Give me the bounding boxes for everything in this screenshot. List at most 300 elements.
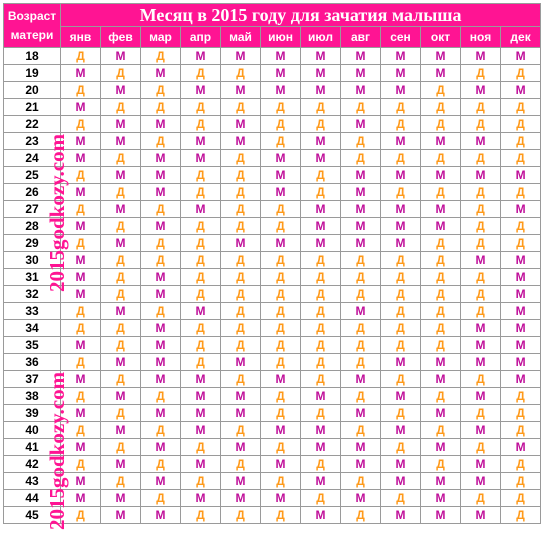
gender-cell: Д (501, 490, 541, 507)
gender-cell: Д (221, 286, 261, 303)
gender-cell: М (501, 167, 541, 184)
gender-cell: Д (421, 99, 461, 116)
table-row (4, 371, 541, 388)
gender-cell: М (501, 286, 541, 303)
gender-cell: М (101, 422, 141, 439)
gender-cell: Д (381, 490, 421, 507)
gender-cell: М (181, 150, 221, 167)
gender-cell: Д (301, 405, 341, 422)
gender-cell: М (141, 167, 181, 184)
table-row (4, 167, 541, 184)
gender-cell: М (381, 48, 421, 65)
gender-cell: Д (421, 456, 461, 473)
gender-cell: М (101, 201, 141, 218)
gender-cell: Д (301, 286, 341, 303)
gender-cell: М (501, 371, 541, 388)
gender-cell: М (221, 82, 261, 99)
gender-cell: М (421, 201, 461, 218)
gender-cell: Д (301, 337, 341, 354)
gender-cell: М (181, 405, 221, 422)
gender-cell: Д (61, 422, 101, 439)
table-row (4, 201, 541, 218)
gender-cell: М (341, 201, 381, 218)
month-header-cell: июн (261, 27, 301, 48)
gender-cell: Д (141, 303, 181, 320)
gender-cell: Д (461, 439, 501, 456)
gender-cell: М (221, 473, 261, 490)
table-row (4, 133, 541, 150)
gender-cell: Д (381, 150, 421, 167)
gender-cell: М (261, 65, 301, 82)
gender-cell: Д (421, 184, 461, 201)
gender-cell: Д (261, 269, 301, 286)
gender-cell: Д (221, 303, 261, 320)
gender-cell: М (461, 48, 501, 65)
mother-age-cell: 42 (4, 456, 61, 473)
gender-cell: М (301, 473, 341, 490)
gender-cell: Д (101, 405, 141, 422)
gender-cell: Д (501, 150, 541, 167)
gender-cell: Д (381, 269, 421, 286)
mother-age-header: Возраст матери (4, 4, 61, 48)
gender-cell: М (341, 303, 381, 320)
table-row (4, 48, 541, 65)
gender-cell: М (461, 507, 501, 524)
gender-cell: Д (101, 99, 141, 116)
gender-cell: Д (381, 303, 421, 320)
gender-cell: М (381, 473, 421, 490)
gender-cell: М (221, 490, 261, 507)
gender-cell: М (421, 167, 461, 184)
gender-cell: М (61, 150, 101, 167)
gender-cell: М (341, 439, 381, 456)
gender-cell: Д (221, 269, 261, 286)
gender-cell: Д (421, 286, 461, 303)
gender-cell: М (301, 439, 341, 456)
gender-cell: Д (341, 337, 381, 354)
month-header-row (4, 27, 541, 48)
gender-cell: М (61, 133, 101, 150)
gender-cell: Д (381, 252, 421, 269)
mother-age-cell: 25 (4, 167, 61, 184)
gender-cell: М (181, 82, 221, 99)
gender-cell: Д (461, 99, 501, 116)
gender-cell: Д (101, 337, 141, 354)
gender-cell: Д (381, 184, 421, 201)
gender-cell: М (421, 405, 461, 422)
gender-cell: М (61, 252, 101, 269)
gender-cell: М (461, 422, 501, 439)
gender-cell: М (501, 201, 541, 218)
gender-cell: Д (101, 150, 141, 167)
gender-cell: Д (261, 388, 301, 405)
gender-cell: М (61, 490, 101, 507)
gender-cell: Д (461, 286, 501, 303)
gender-cell: Д (61, 456, 101, 473)
gender-cell: М (101, 48, 141, 65)
table-row (4, 116, 541, 133)
gender-cell: Д (501, 184, 541, 201)
watermark-text: 2015godkozy.com (45, 371, 69, 530)
month-header-cell: янв (61, 27, 101, 48)
gender-cell: Д (261, 507, 301, 524)
gender-cell: Д (181, 354, 221, 371)
gender-cell: Д (301, 252, 341, 269)
table-row (4, 422, 541, 439)
table-row (4, 303, 541, 320)
gender-cell: Д (181, 218, 221, 235)
gender-cell: Д (461, 218, 501, 235)
gender-cell: М (101, 133, 141, 150)
gender-cell: М (141, 320, 181, 337)
gender-cell: Д (101, 184, 141, 201)
gender-cell: Д (461, 235, 501, 252)
gender-cell: Д (101, 65, 141, 82)
gender-cell: М (261, 82, 301, 99)
gender-cell: Д (421, 150, 461, 167)
gender-cell: М (301, 65, 341, 82)
gender-cell: М (101, 490, 141, 507)
gender-cell: М (341, 116, 381, 133)
month-header-cell: мар (141, 27, 181, 48)
gender-cell: М (261, 235, 301, 252)
mother-age-cell: 33 (4, 303, 61, 320)
gender-cell: Д (181, 507, 221, 524)
gender-cell: Д (381, 405, 421, 422)
gender-cell: М (461, 354, 501, 371)
gender-cell: Д (421, 320, 461, 337)
gender-cell: Д (421, 252, 461, 269)
gender-cell: Д (261, 303, 301, 320)
gender-cell: М (61, 99, 101, 116)
mother-age-cell: 44 (4, 490, 61, 507)
gender-cell: М (301, 48, 341, 65)
gender-cell: М (141, 184, 181, 201)
gender-cell: М (461, 82, 501, 99)
gender-cell: Д (101, 320, 141, 337)
gender-cell: Д (181, 269, 221, 286)
gender-cell: Д (101, 269, 141, 286)
gender-cell: Д (61, 235, 101, 252)
gender-cell: Д (501, 65, 541, 82)
chart-title: Месяц в 2015 году для зачатия малыша (61, 4, 541, 27)
gender-cell: М (341, 405, 381, 422)
gender-cell: Д (181, 473, 221, 490)
gender-cell: Д (341, 354, 381, 371)
gender-cell: М (461, 167, 501, 184)
gender-cell: Д (301, 456, 341, 473)
mother-age-cell: 32 (4, 286, 61, 303)
gender-cell: Д (301, 116, 341, 133)
gender-cell: М (461, 133, 501, 150)
gender-cell: М (341, 371, 381, 388)
gender-cell: Д (301, 490, 341, 507)
mother-age-cell: 35 (4, 337, 61, 354)
gender-cell: Д (141, 82, 181, 99)
gender-cell: Д (301, 99, 341, 116)
gender-cell: М (61, 65, 101, 82)
gender-cell: Д (221, 167, 261, 184)
gender-cell: М (341, 167, 381, 184)
gender-cell: М (381, 133, 421, 150)
gender-cell: М (221, 388, 261, 405)
gender-cell: Д (261, 337, 301, 354)
gender-cell: Д (181, 439, 221, 456)
gender-cell: Д (181, 337, 221, 354)
gender-cell: Д (421, 235, 461, 252)
gender-cell: М (61, 269, 101, 286)
month-header-cell: авг (341, 27, 381, 48)
gender-cell: М (421, 133, 461, 150)
table-row (4, 184, 541, 201)
gender-cell: Д (141, 388, 181, 405)
gender-cell: Д (261, 320, 301, 337)
gender-cell: Д (261, 439, 301, 456)
conception-chart-table (3, 3, 541, 524)
gender-cell: Д (221, 99, 261, 116)
gender-cell: Д (61, 82, 101, 99)
gender-cell: Д (341, 422, 381, 439)
table-row (4, 439, 541, 456)
gender-cell: М (381, 235, 421, 252)
gender-cell: Д (301, 269, 341, 286)
gender-cell: М (301, 422, 341, 439)
gender-cell: Д (101, 473, 141, 490)
gender-cell: Д (501, 422, 541, 439)
gender-cell: Д (461, 405, 501, 422)
gender-cell: М (61, 405, 101, 422)
mother-age-cell: 24 (4, 150, 61, 167)
gender-cell: М (181, 422, 221, 439)
gender-cell: М (341, 82, 381, 99)
gender-cell: М (501, 82, 541, 99)
gender-cell: М (61, 218, 101, 235)
table-row (4, 150, 541, 167)
gender-cell: М (381, 201, 421, 218)
gender-cell: М (261, 184, 301, 201)
gender-cell: М (101, 167, 141, 184)
gender-cell: М (221, 116, 261, 133)
table-row (4, 269, 541, 286)
gender-cell: Д (261, 405, 301, 422)
gender-cell: Д (301, 320, 341, 337)
gender-cell: Д (421, 82, 461, 99)
gender-cell: М (61, 371, 101, 388)
gender-cell: М (101, 388, 141, 405)
mother-age-cell: 30 (4, 252, 61, 269)
gender-cell: М (341, 184, 381, 201)
gender-cell: Д (141, 490, 181, 507)
gender-cell: М (141, 286, 181, 303)
gender-cell: Д (501, 235, 541, 252)
gender-cell: М (341, 456, 381, 473)
gender-cell: М (261, 422, 301, 439)
gender-cell: М (261, 150, 301, 167)
gender-cell: М (61, 337, 101, 354)
gender-cell: М (141, 405, 181, 422)
gender-cell: М (101, 354, 141, 371)
gender-cell: М (501, 303, 541, 320)
gender-cell: Д (221, 507, 261, 524)
gender-cell: М (261, 48, 301, 65)
month-header-cell: окт (421, 27, 461, 48)
gender-cell: Д (381, 439, 421, 456)
gender-cell: Д (181, 286, 221, 303)
gender-cell: М (381, 507, 421, 524)
gender-cell: М (61, 184, 101, 201)
gender-cell: М (141, 371, 181, 388)
gender-cell: М (141, 337, 181, 354)
gender-cell: Д (261, 99, 301, 116)
gender-cell: М (421, 490, 461, 507)
gender-cell: М (181, 388, 221, 405)
gender-cell: М (341, 218, 381, 235)
gender-cell: Д (141, 456, 181, 473)
gender-cell: Д (141, 99, 181, 116)
gender-cell: Д (261, 116, 301, 133)
gender-cell: М (381, 167, 421, 184)
month-header-cell: май (221, 27, 261, 48)
mother-age-cell: 43 (4, 473, 61, 490)
gender-cell: Д (421, 303, 461, 320)
gender-cell: Д (301, 303, 341, 320)
gender-cell: М (461, 456, 501, 473)
mother-age-cell: 19 (4, 65, 61, 82)
gender-cell: Д (141, 235, 181, 252)
gender-cell: Д (221, 184, 261, 201)
gender-cell: М (341, 490, 381, 507)
gender-cell: Д (341, 99, 381, 116)
mother-age-cell: 20 (4, 82, 61, 99)
gender-cell: М (421, 65, 461, 82)
gender-cell: М (261, 456, 301, 473)
gender-cell: Д (381, 371, 421, 388)
gender-cell: М (341, 48, 381, 65)
gender-cell: Д (221, 150, 261, 167)
gender-cell: Д (261, 354, 301, 371)
gender-cell: Д (341, 320, 381, 337)
month-header-cell: июл (301, 27, 341, 48)
gender-cell: Д (61, 48, 101, 65)
gender-cell: М (421, 354, 461, 371)
gender-cell: Д (221, 65, 261, 82)
gender-cell: М (501, 320, 541, 337)
gender-cell: Д (501, 218, 541, 235)
gender-cell: Д (141, 201, 181, 218)
gender-cell: М (181, 456, 221, 473)
gender-cell: Д (221, 201, 261, 218)
mother-age-cell: 34 (4, 320, 61, 337)
gender-cell: М (221, 48, 261, 65)
gender-cell: М (381, 218, 421, 235)
gender-cell: М (141, 65, 181, 82)
gender-cell: М (101, 235, 141, 252)
gender-cell: Д (61, 354, 101, 371)
gender-cell: Д (101, 371, 141, 388)
gender-cell: М (381, 354, 421, 371)
gender-cell: М (181, 48, 221, 65)
gender-cell: М (221, 235, 261, 252)
table-row (4, 235, 541, 252)
gender-cell: Д (421, 337, 461, 354)
table-row (4, 320, 541, 337)
gender-cell: М (181, 133, 221, 150)
gender-cell: М (461, 337, 501, 354)
gender-cell: М (501, 354, 541, 371)
gender-cell: Д (181, 235, 221, 252)
gender-cell: Д (181, 320, 221, 337)
gender-cell: М (221, 439, 261, 456)
gender-cell: Д (221, 371, 261, 388)
gender-cell: Д (181, 252, 221, 269)
gender-cell: М (61, 286, 101, 303)
gender-cell: М (301, 82, 341, 99)
gender-cell: Д (221, 320, 261, 337)
gender-cell: Д (461, 116, 501, 133)
gender-cell: М (421, 48, 461, 65)
gender-cell: М (141, 507, 181, 524)
gender-cell: Д (221, 456, 261, 473)
gender-cell: Д (261, 133, 301, 150)
gender-cell: М (141, 150, 181, 167)
month-header-cell: дек (501, 27, 541, 48)
table-row (4, 218, 541, 235)
month-header-cell: апр (181, 27, 221, 48)
gender-cell: М (461, 388, 501, 405)
gender-cell: Д (461, 303, 501, 320)
mother-age-cell: 23 (4, 133, 61, 150)
table-row (4, 337, 541, 354)
gender-cell: Д (61, 116, 101, 133)
gender-cell: Д (461, 201, 501, 218)
gender-cell: М (101, 507, 141, 524)
gender-cell: Д (341, 507, 381, 524)
gender-cell: Д (341, 252, 381, 269)
mother-age-cell: 37 (4, 371, 61, 388)
gender-cell: Д (381, 337, 421, 354)
gender-cell: Д (461, 269, 501, 286)
table-row (4, 507, 541, 524)
gender-cell: М (421, 439, 461, 456)
table-row (4, 388, 541, 405)
gender-cell: М (461, 252, 501, 269)
gender-cell: М (421, 473, 461, 490)
mother-age-cell: 28 (4, 218, 61, 235)
gender-cell: М (341, 65, 381, 82)
gender-cell: Д (301, 184, 341, 201)
gender-cell: М (261, 490, 301, 507)
gender-cell: Д (381, 286, 421, 303)
mother-age-cell: 21 (4, 99, 61, 116)
gender-cell: Д (221, 337, 261, 354)
gender-cell: М (141, 354, 181, 371)
gender-cell: Д (461, 184, 501, 201)
gender-cell: Д (421, 269, 461, 286)
gender-cell: Д (261, 286, 301, 303)
gender-cell: Д (101, 439, 141, 456)
gender-cell: Д (101, 252, 141, 269)
mother-age-cell: 27 (4, 201, 61, 218)
gender-cell: Д (221, 218, 261, 235)
gender-cell: М (221, 133, 261, 150)
gender-cell: М (461, 320, 501, 337)
gender-cell: Д (261, 473, 301, 490)
gender-cell: Д (301, 371, 341, 388)
gender-cell: М (101, 116, 141, 133)
table-row (4, 286, 541, 303)
gender-cell: Д (181, 167, 221, 184)
gender-cell: М (501, 48, 541, 65)
